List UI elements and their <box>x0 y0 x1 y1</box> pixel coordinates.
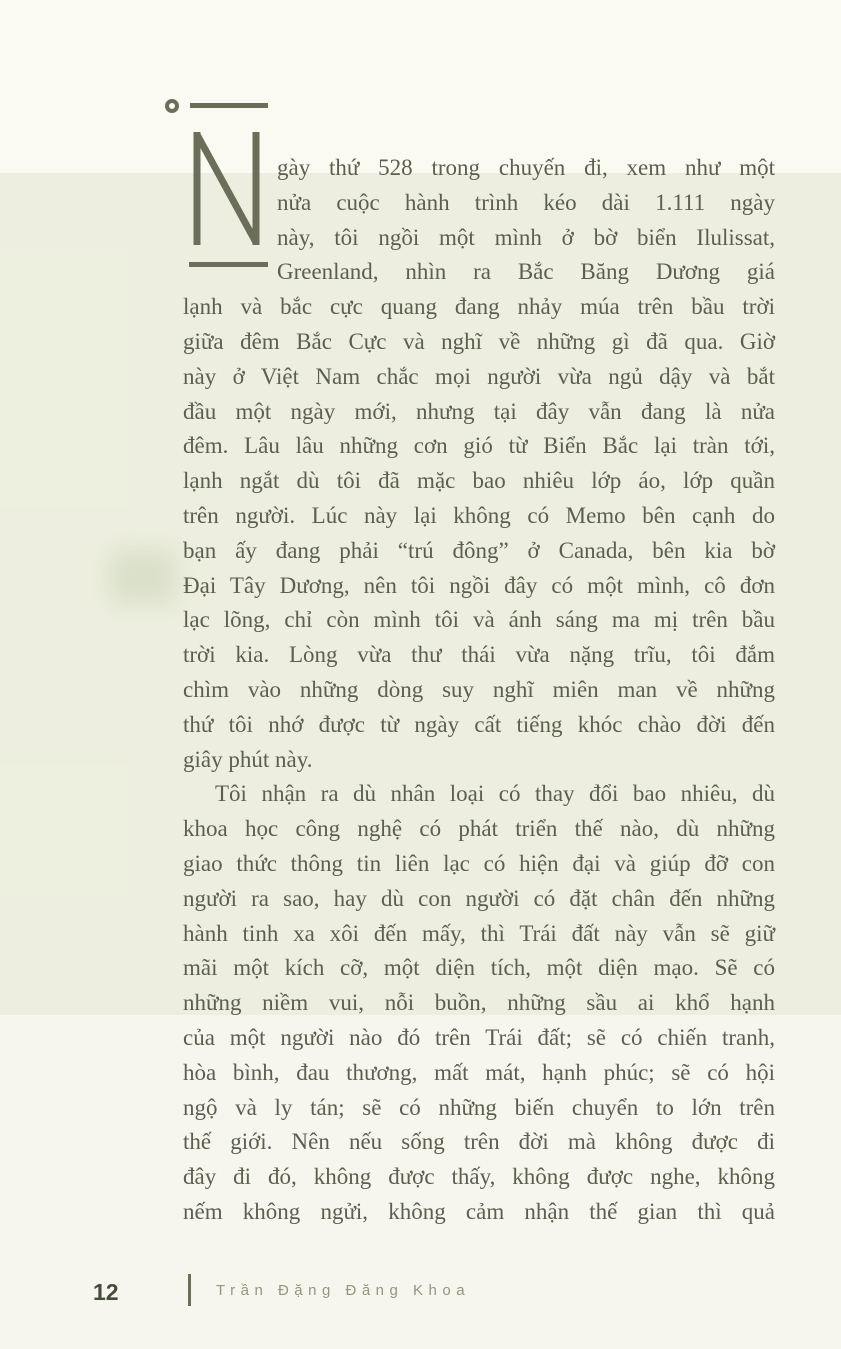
text-line: hành tinh xa xôi đến mấy, thì Trái đất này vẫn sẽ giữ <box>183 920 775 946</box>
ring-ornament-icon <box>165 99 179 113</box>
text-line: Đại Tây Dương, nên tôi ngồi đây có một mình, cô đơn <box>183 572 775 598</box>
text-line: của một người nào đó trên Trái đất; sẽ có chiến tranh, <box>183 1024 775 1050</box>
footer-author: Trần Đặng Đăng Khoa <box>216 1282 471 1299</box>
text-line: lạc lõng, chỉ còn mình tôi và ánh sáng ma mị trên bầu <box>183 607 775 633</box>
text-line: này, tôi ngồi một mình ở bờ biển Ilulissat, <box>277 224 775 250</box>
text-line: nửa cuộc hành trình kéo dài 1.111 ngày <box>277 189 775 215</box>
text-line: chìm vào những dòng suy nghĩ miên man về những <box>183 676 775 702</box>
text-line: gày thứ 528 trong chuyến đi, xem như một <box>277 155 775 180</box>
text-line: bạn ấy đang phải “trú đông” ở Canada, bên kia bờ <box>183 537 775 563</box>
text-line: giao thức thông tin liên lạc có hiện đại và giúp đỡ con <box>183 850 775 876</box>
text-line: người ra sao, hay dù con người có đặt chân đến những <box>183 885 775 911</box>
page-number: 12 <box>93 1279 119 1305</box>
text-line: thứ tôi nhớ được từ ngày cất tiếng khóc chào đời đến <box>183 711 775 737</box>
text-line: thế giới. Nên nếu sống trên đời mà không được đi <box>183 1129 775 1155</box>
text-line: đêm. Lâu lâu những cơn gió từ Biển Bắc lại tràn tới, <box>183 433 775 459</box>
text-line: hòa bình, đau thương, mất mát, hạnh phúc; sẽ có hội <box>183 1059 775 1085</box>
text-line: lạnh và bắc cực quang đang nhảy múa trên bầu trời <box>183 294 775 320</box>
text-line: ngộ và ly tán; sẽ có những biến chuyển to lớn trên <box>183 1094 775 1120</box>
text-line: nếm không ngửi, không cảm nhận thế gian thì quả <box>183 1198 775 1224</box>
scan-tint-band-top <box>0 0 841 173</box>
text-line: lạnh ngắt dù tôi đã mặc bao nhiêu lớp áo, lớp quần <box>183 468 775 494</box>
text-line: giữa đêm Bắc Cực và nghĩ về những gì đã qua. Giờ <box>183 328 775 354</box>
text-line: Greenland, nhìn ra Bắc Băng Dương giá <box>277 259 775 285</box>
text-line: Tôi nhận ra dù nhân loại có thay đổi bao nhiêu, dù <box>215 781 775 807</box>
footer-divider <box>188 1274 191 1306</box>
text-line: những niềm vui, nỗi buồn, những sầu ai khổ hạnh <box>183 990 775 1016</box>
body-text <box>183 151 775 1230</box>
text-line: khoa học công nghệ có phát triển thế nào, dù những <box>183 816 775 842</box>
ink-bleed-smudge <box>110 550 176 604</box>
text-line: mãi một kích cỡ, một diện tích, một diện mạo. Sẽ có <box>183 955 775 981</box>
text-line: trên người. Lúc này lại không có Memo bên cạnh do <box>183 502 775 528</box>
top-rule-ornament <box>190 103 268 108</box>
text-line: đầu một ngày mới, nhưng tại đây vẫn đang là nửa <box>183 398 775 424</box>
text-line: này ở Việt Nam chắc mọi người vừa ngủ dậy và bắt <box>183 363 775 389</box>
text-line: đây đi đó, không được thấy, không được nghe, không <box>183 1164 775 1190</box>
text-line: giây phút này. <box>183 746 313 772</box>
text-line: trời kia. Lòng vừa thư thái vừa nặng trĩu, tôi đắm <box>183 642 775 668</box>
